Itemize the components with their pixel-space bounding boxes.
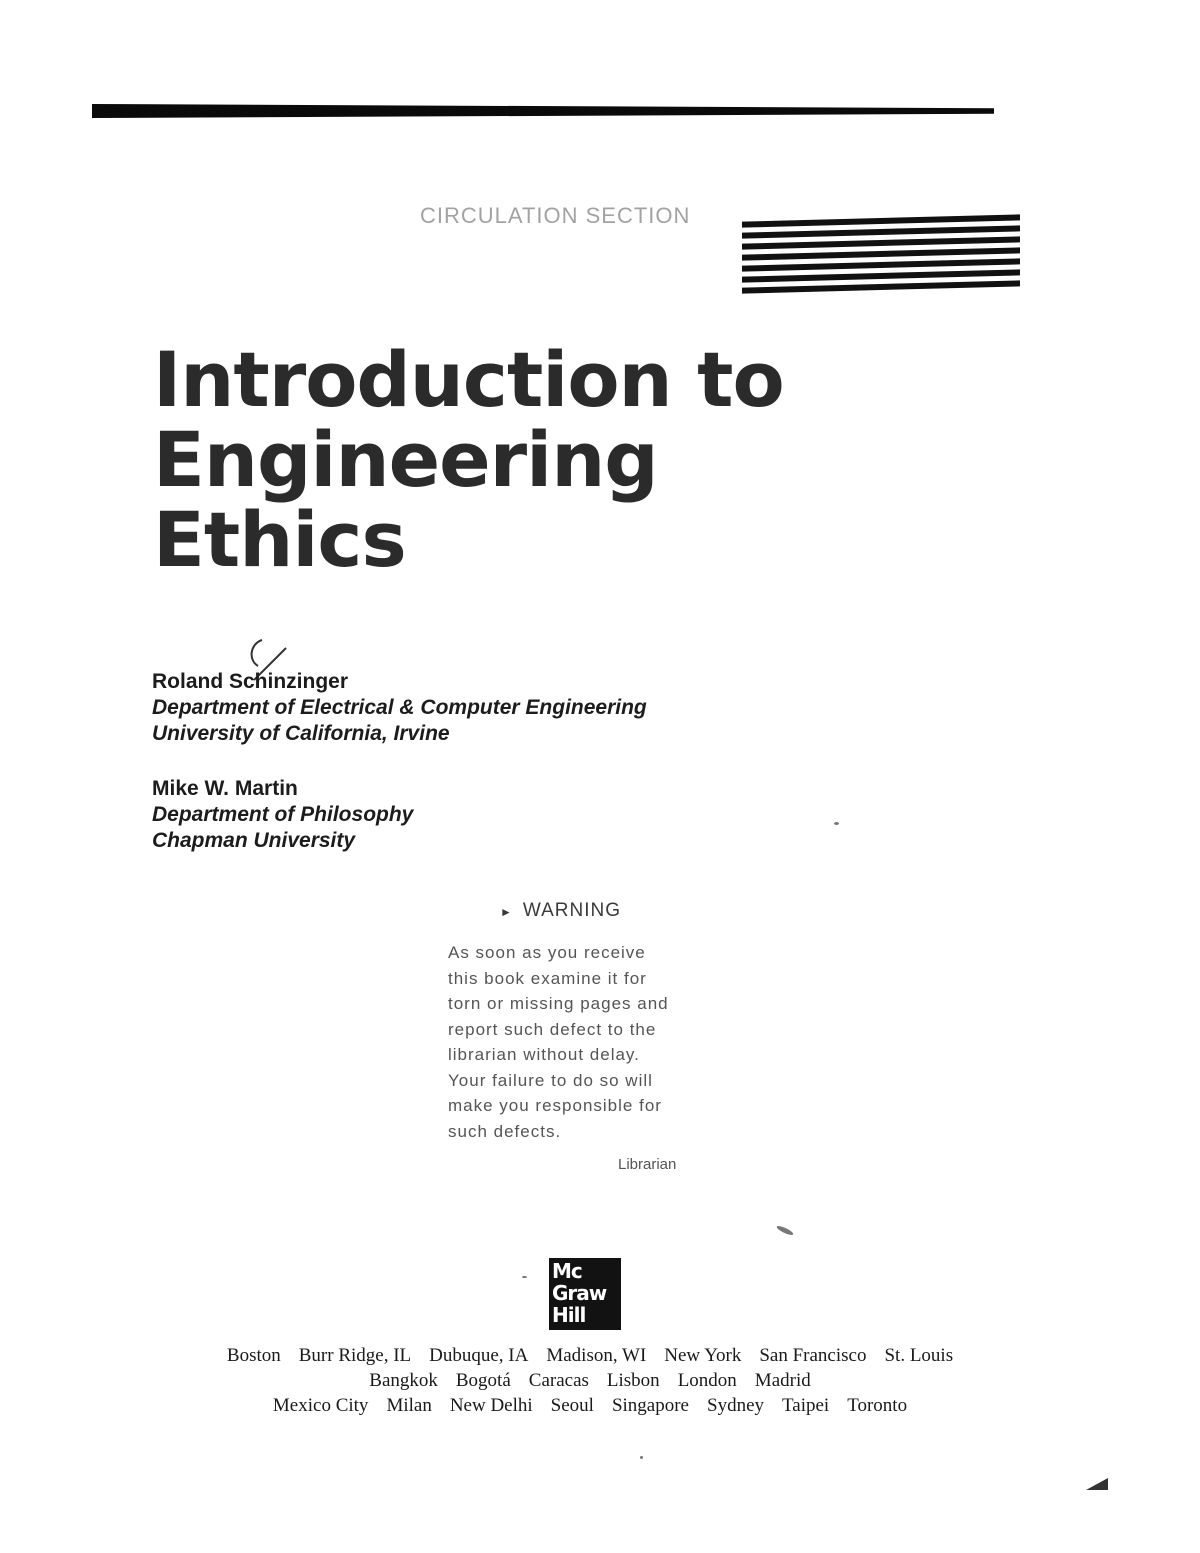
author-institution: Chapman University	[152, 829, 356, 852]
publisher-cities	[150, 1343, 1030, 1418]
warning-heading	[500, 900, 698, 922]
book-title	[153, 335, 784, 584]
title-line-3: Ethics	[153, 495, 406, 584]
city: Milan	[386, 1395, 432, 1416]
author-name: Roland Schinzinger	[152, 670, 349, 693]
warning-line: such defects.	[448, 1121, 562, 1141]
warning-heading-text: WARNING	[522, 900, 622, 921]
logo-line: Mc	[552, 1259, 582, 1283]
city: Caracas	[528, 1370, 589, 1391]
warning-line: As soon as you receive	[448, 943, 646, 962]
warning-line: report such defect to the	[448, 1019, 657, 1039]
warning-line: Your failure to do so will	[448, 1070, 653, 1090]
city: Lisbon	[606, 1370, 660, 1391]
author-institution: University of California, Irvine	[152, 722, 450, 745]
scan-speck	[776, 1224, 794, 1236]
top-rule	[92, 104, 994, 118]
city: Singapore	[611, 1395, 689, 1416]
city: Sydney	[707, 1395, 764, 1416]
warning-line: make you responsible for	[448, 1096, 662, 1115]
city: London	[677, 1370, 737, 1391]
scan-corner-mark	[1086, 1478, 1108, 1490]
author-department: Department of Philosophy	[152, 803, 414, 826]
circulation-stamp: CIRCULATION SECTION	[420, 203, 691, 228]
cities-row-2	[150, 1368, 1030, 1393]
city: New York	[664, 1345, 742, 1366]
city: Madrid	[754, 1370, 811, 1391]
city: Toronto	[847, 1395, 908, 1416]
city: Boston	[226, 1345, 281, 1366]
library-warning-stamp	[448, 900, 698, 1173]
scan-speck	[522, 1276, 527, 1278]
mcgraw-hill-logo	[549, 1258, 621, 1330]
city: Taipei	[782, 1395, 830, 1416]
city: New Delhi	[449, 1395, 533, 1416]
cities-row-1	[150, 1343, 1030, 1368]
city: San Francisco	[759, 1345, 867, 1366]
logo-line: Graw	[552, 1281, 607, 1305]
city: St. Louis	[884, 1345, 954, 1366]
warning-line: torn or missing pages and	[448, 994, 669, 1013]
title-line-1: Introduction to	[153, 335, 784, 424]
city: Burr Ridge, IL	[298, 1345, 412, 1366]
city: Madison, WI	[546, 1345, 647, 1366]
warning-signature: Librarian	[618, 1156, 677, 1173]
barcode-stripes	[742, 214, 1020, 305]
logo-line: Hill	[552, 1303, 586, 1327]
city: Dubuque, IA	[429, 1345, 529, 1366]
scan-speck	[834, 822, 839, 825]
scan-speck	[640, 1456, 643, 1459]
warning-line: this book examine it for	[448, 968, 647, 988]
title-line-2: Engineering	[153, 415, 658, 504]
barcode-bar	[742, 280, 1020, 293]
author-block-schinzinger	[152, 669, 647, 747]
city: Bogotá	[455, 1370, 511, 1391]
author-block-martin	[152, 776, 413, 854]
city: Mexico City	[272, 1395, 369, 1416]
warning-line: librarian without delay.	[448, 1045, 640, 1064]
cities-row-3	[150, 1393, 1030, 1418]
author-name: Mike W. Martin	[152, 777, 298, 800]
arrow-icon: ►	[500, 905, 513, 919]
author-department: Department of Electrical & Computer Engineering	[152, 696, 647, 719]
city: Seoul	[550, 1395, 594, 1416]
city: Bangkok	[369, 1370, 438, 1391]
